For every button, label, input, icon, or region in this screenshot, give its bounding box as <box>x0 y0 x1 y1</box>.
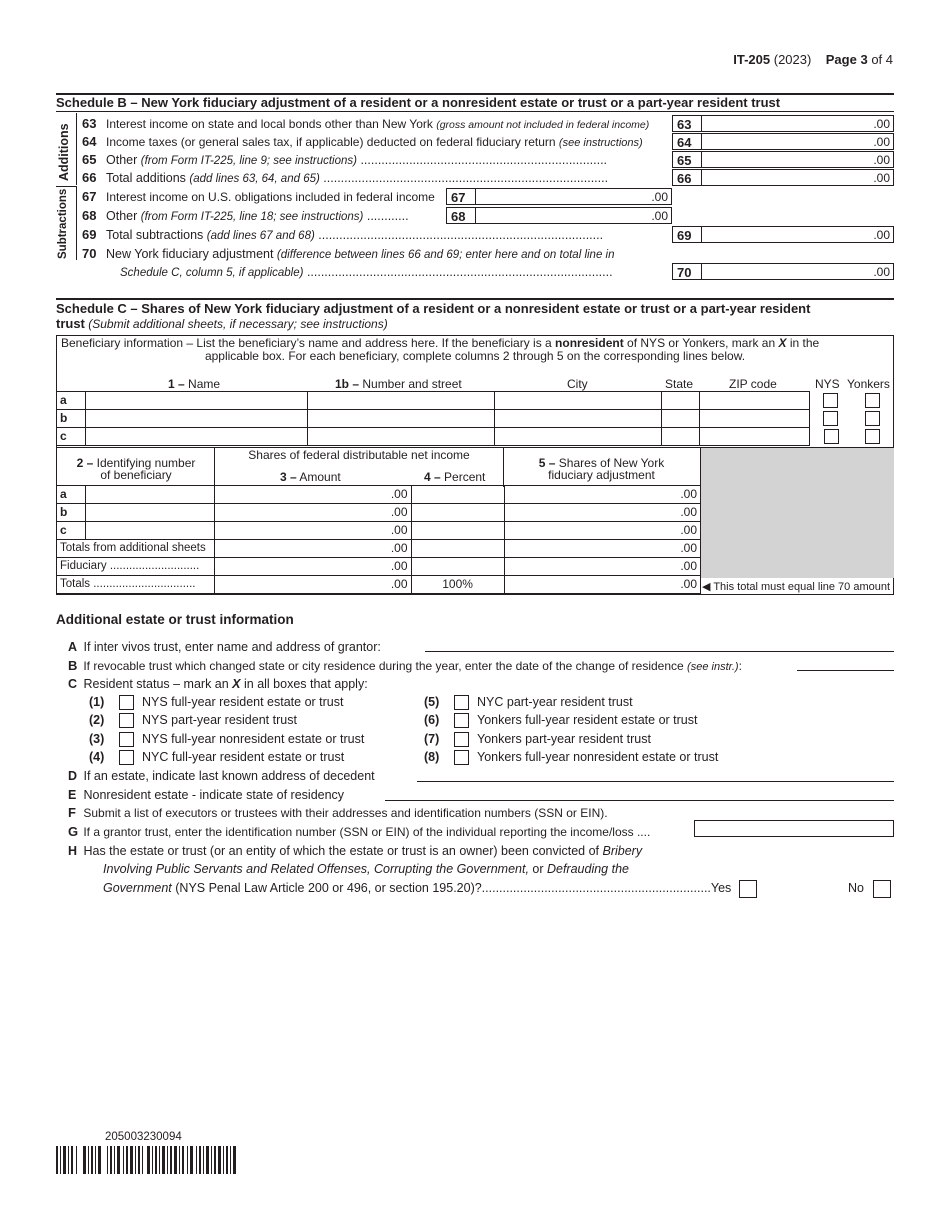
shares-table <box>56 485 701 594</box>
line-number: 69 <box>82 227 97 242</box>
line-70 <box>82 245 615 263</box>
leader-dots: .................................................................................. <box>319 171 609 185</box>
line-68-box: 68 <box>446 207 476 224</box>
line-text: Total additions <box>106 171 190 185</box>
table-row <box>57 392 894 410</box>
status-num: (3) <box>89 732 105 746</box>
nys-checkbox[interactable] <box>823 393 838 408</box>
col-zip-header: ZIP code <box>729 377 777 391</box>
status-checkbox[interactable] <box>454 750 469 765</box>
leader-dots: ............ <box>363 209 409 223</box>
subtractions-label: Subtractions <box>57 188 69 259</box>
line-67 <box>82 188 435 206</box>
yonkers-checkbox[interactable] <box>865 429 880 444</box>
status-num: (1) <box>89 695 105 709</box>
name-cell[interactable] <box>86 410 308 428</box>
schedule-c-title-line2: trust <box>56 316 85 331</box>
status-3 <box>89 730 364 748</box>
beneficiary-intro <box>61 337 889 363</box>
schedule-b-title: Schedule B – New York fiduciary adjustment of a resident or a nonresident estate or trust or a part-year resident trust <box>56 95 781 110</box>
name-cell[interactable] <box>86 392 308 410</box>
item-letter: C <box>68 677 78 691</box>
status-checkbox[interactable] <box>454 695 469 710</box>
line-67-box: 67 <box>446 188 476 205</box>
line-65-amount[interactable]: .00 <box>702 151 894 168</box>
status-label: Yonkers full-year resident estate or trust <box>477 713 698 727</box>
city-cell[interactable] <box>495 392 662 410</box>
state-cell[interactable] <box>662 392 700 410</box>
item-text: If inter vivos trust, enter name and address of grantor: <box>83 640 381 654</box>
line-69-box: 69 <box>672 226 702 243</box>
line-63 <box>82 115 649 133</box>
item-letter: G <box>68 824 79 839</box>
line-63-amount[interactable]: .00 <box>702 115 894 132</box>
form-id: IT-205 <box>733 52 771 67</box>
intro-bold: nonresident <box>555 336 624 350</box>
row-letter: c <box>57 522 86 540</box>
status-num: (5) <box>424 695 440 709</box>
item-italic: Involving Public Servants and Related Offenses, Corrupting the Government, <box>103 862 529 876</box>
amount-cell[interactable]: .00 <box>215 486 411 504</box>
total-note <box>702 580 890 593</box>
line-number: 63 <box>82 116 97 131</box>
line-63-box: 63 <box>672 115 702 132</box>
intro-text: in the <box>786 336 820 350</box>
residence-change-date-field[interactable] <box>797 670 894 671</box>
status-checkbox[interactable] <box>454 732 469 747</box>
col3-header <box>280 470 341 484</box>
item-text: Has the estate or trust (or an entity of which the estate or trust is an owner) been convicted of <box>83 844 603 858</box>
table-row <box>57 576 701 594</box>
line-65 <box>82 151 607 169</box>
status-7 <box>424 730 651 748</box>
zip-cell[interactable] <box>700 410 810 428</box>
line-number: 70 <box>82 246 97 261</box>
ny-share-cell[interactable]: .00 <box>504 522 700 540</box>
status-label: NYS full-year resident estate or trust <box>142 695 344 709</box>
item-text: Nonresident estate - indicate state of residency <box>83 788 345 802</box>
state-cell[interactable] <box>662 410 700 428</box>
line-64-amount[interactable]: .00 <box>702 133 894 150</box>
table-row <box>57 410 894 428</box>
form-header <box>733 52 893 67</box>
no-checkbox[interactable] <box>873 880 891 898</box>
amount-cell[interactable]: .00 <box>215 540 411 558</box>
status-checkbox[interactable] <box>454 713 469 728</box>
line-64 <box>82 133 643 151</box>
amount-cell[interactable]: .00 <box>215 504 411 522</box>
line-text: Other <box>106 153 141 167</box>
line-note: (see instructions) <box>558 137 643 149</box>
item-text: If revocable trust which changed state or city residence during the year, enter the date of the change of residence <box>83 659 688 673</box>
decedent-address-field[interactable] <box>417 781 894 782</box>
totals-label: Totals ................................ <box>57 576 215 594</box>
table-row <box>57 486 701 504</box>
item-g <box>56 823 650 841</box>
table-row <box>57 428 894 446</box>
line-text: Other <box>106 209 141 223</box>
page-of: of 4 <box>871 52 893 67</box>
line-66-box: 66 <box>672 169 702 186</box>
nys-cell <box>810 392 853 410</box>
divider <box>56 111 894 112</box>
item-text: If an estate, indicate last known address of decedent <box>83 769 375 783</box>
item-text: If a grantor trust, enter the identification number (SSN or EIN) of the individual reporting the income/loss .... <box>83 825 651 839</box>
line-70-box: 70 <box>672 263 702 280</box>
line-number: 68 <box>82 208 97 223</box>
schedule-c-title-line1: Schedule C – Shares of New York fiduciary adjustment of a resident or a nonresident estate or trust or a part-year resident <box>56 301 811 316</box>
id-cell[interactable] <box>86 522 215 540</box>
item-e <box>56 786 344 804</box>
col5-header <box>505 457 698 481</box>
shaded-area <box>700 448 894 578</box>
yes-label: Yes <box>710 881 732 895</box>
item-italic: Government <box>103 881 172 895</box>
ny-share-cell[interactable]: .00 <box>504 486 700 504</box>
line-66-amount[interactable]: .00 <box>702 169 894 186</box>
item-italic: Bribery <box>602 844 643 858</box>
intro-text: of NYS or Yonkers, mark an <box>623 336 779 350</box>
id-cell[interactable] <box>86 486 215 504</box>
intro-text: applicable box. For each beneficiary, complete columns 2 through 5 on the corresponding lines below. <box>204 349 746 363</box>
status-label: NYS full-year nonresident estate or trust <box>142 732 365 746</box>
status-num: (6) <box>424 713 440 727</box>
city-cell[interactable] <box>495 410 662 428</box>
leader-dots: .................................................................................. <box>314 228 604 242</box>
status-label: Yonkers full-year nonresident estate or trust <box>477 750 719 764</box>
item-h-no <box>848 879 891 897</box>
barcode-icon <box>56 1146 238 1174</box>
table-row <box>57 504 701 522</box>
item-letter: A <box>68 640 78 654</box>
col-num: 1 – <box>168 377 185 391</box>
status-8 <box>424 748 718 766</box>
nys-checkbox[interactable] <box>824 429 839 444</box>
line-note: (gross amount not included in federal income) <box>436 119 650 131</box>
col-label: Percent <box>440 470 486 484</box>
col-state-header: State <box>665 377 694 391</box>
street-cell[interactable] <box>308 428 495 446</box>
table-row <box>57 540 701 558</box>
line-64-box: 64 <box>672 133 702 150</box>
col-label: Name <box>184 377 221 391</box>
status-5 <box>424 693 633 711</box>
col-street-header <box>335 377 462 391</box>
col-label: of beneficiary <box>100 468 172 482</box>
col4-header <box>424 470 485 484</box>
page-label: Page 3 <box>825 52 868 67</box>
item-letter: E <box>68 788 77 802</box>
item-h <box>56 842 642 860</box>
yonkers-cell <box>852 410 893 428</box>
percent-cell[interactable] <box>411 558 504 576</box>
status-num: (4) <box>89 750 105 764</box>
status-num: (2) <box>89 713 105 727</box>
ny-share-cell[interactable]: .00 <box>504 540 700 558</box>
totals-additional-label: Totals from additional sheets <box>57 540 215 558</box>
col-num: 1b – <box>335 377 360 391</box>
row-letter: b <box>57 504 86 522</box>
status-label: Yonkers part-year resident trust <box>477 732 651 746</box>
item-b <box>56 657 742 675</box>
city-cell[interactable] <box>495 428 662 446</box>
barcode-number: 205003230094 <box>105 1131 182 1143</box>
status-num: (7) <box>424 732 440 746</box>
zip-cell[interactable] <box>700 392 810 410</box>
status-6 <box>424 711 697 729</box>
item-text: Submit a list of executors or trustees with their addresses and identification numbers (SSN or EIN). <box>83 806 608 820</box>
item-h-cont2 <box>103 879 757 897</box>
schedule-c-title <box>56 301 810 332</box>
item-text: or <box>528 862 547 876</box>
ny-share-cell[interactable]: .00 <box>504 504 700 522</box>
nys-checkbox[interactable] <box>823 411 838 426</box>
name-cell[interactable] <box>86 428 308 446</box>
line-note: (add lines 63, 64, and 65) <box>189 173 320 185</box>
line-70-amount[interactable]: .00 <box>702 263 894 280</box>
item-text: : <box>738 659 742 673</box>
residency-state-field[interactable] <box>385 800 894 801</box>
col-label: Shares of New York <box>555 456 665 470</box>
status-label: NYC full-year resident estate or trust <box>142 750 345 764</box>
item-h-cont1 <box>103 860 629 878</box>
line-65-box: 65 <box>672 151 702 168</box>
item-x: X <box>232 677 241 691</box>
amount-total-cell[interactable]: .00 <box>215 576 411 594</box>
street-cell[interactable] <box>308 410 495 428</box>
grantor-id-field[interactable] <box>694 820 894 837</box>
line-text: Interest income on state and local bonds other than New York <box>106 117 437 131</box>
col-label: fiduciary adjustment <box>548 468 655 482</box>
item-italic: Defrauding the <box>546 862 629 876</box>
col-yonkers-header: Yonkers <box>847 377 890 391</box>
status-label: NYS part-year resident trust <box>142 713 297 727</box>
row-letter: c <box>57 428 86 446</box>
line-70-cont <box>120 263 613 281</box>
divider <box>56 186 76 187</box>
item-letter: F <box>68 805 76 820</box>
row-letter: b <box>57 410 86 428</box>
col-label: Identifying number <box>93 456 196 470</box>
leader-dots: ........................................................................................ <box>303 265 613 279</box>
shares-header: Shares of federal distributable net income <box>248 448 470 462</box>
nys-cell <box>810 428 853 446</box>
line-text: Interest income on U.S. obligations included in federal income <box>106 190 435 204</box>
item-text: (NYS Penal Law Article 200 or 496, or section 195.20)?.................................................................. <box>171 881 711 895</box>
col-label: Number and street <box>359 377 462 391</box>
item-text: Resident status – mark an <box>83 677 233 691</box>
ny-share-cell[interactable]: .00 <box>504 558 700 576</box>
percent-cell[interactable] <box>411 504 504 522</box>
additional-title: Additional estate or trust information <box>56 612 294 627</box>
col-nys-header: NYS <box>815 377 840 391</box>
yes-checkbox[interactable] <box>739 880 757 898</box>
line-66 <box>82 169 608 187</box>
col-num: 3 – <box>280 470 297 484</box>
section-rule <box>56 298 894 300</box>
col-num: 4 – <box>424 470 441 484</box>
status-checkbox[interactable] <box>119 732 134 747</box>
col-name-header <box>168 377 220 391</box>
row-letter: a <box>57 392 86 410</box>
line-number: 64 <box>82 134 97 149</box>
amount-cell[interactable]: .00 <box>215 522 411 540</box>
status-checkbox[interactable] <box>119 750 134 765</box>
grantor-field[interactable] <box>425 651 894 652</box>
status-checkbox[interactable] <box>119 695 134 710</box>
status-4 <box>89 748 344 766</box>
item-letter: D <box>68 769 78 783</box>
line-number: 65 <box>82 152 97 167</box>
line-67-amount[interactable]: .00 <box>476 188 672 205</box>
percent-cell[interactable] <box>411 522 504 540</box>
id-cell[interactable] <box>86 504 215 522</box>
zip-cell[interactable] <box>700 428 810 446</box>
row-letter: a <box>57 486 86 504</box>
divider <box>503 447 504 487</box>
status-1 <box>89 693 343 711</box>
line-68-amount[interactable]: .00 <box>476 207 672 224</box>
line-note: (difference between lines 66 and 69; enter here and on total line in <box>276 249 615 261</box>
state-cell[interactable] <box>662 428 700 446</box>
yonkers-checkbox[interactable] <box>865 411 880 426</box>
divider <box>214 447 215 487</box>
line-text: New York fiduciary adjustment <box>106 247 277 261</box>
yonkers-checkbox[interactable] <box>865 393 880 408</box>
percent-cell[interactable] <box>411 486 504 504</box>
line-number: 67 <box>82 189 97 204</box>
line-text: Income taxes (or general sales tax, if applicable) deducted on federal fiduciary return <box>106 135 559 149</box>
fiduciary-label: Fiduciary ............................ <box>57 558 215 576</box>
intro-text: Beneficiary information – List the beneficiary’s name and address here. If the beneficiary is a <box>61 336 556 350</box>
beneficiary-table <box>56 391 894 446</box>
line-note: (from Form IT-225, line 9; see instructions) <box>140 155 357 167</box>
line-note: (from Form IT-225, line 18; see instructions) <box>140 211 364 223</box>
form-year: (2023) <box>773 52 812 67</box>
col2-header <box>58 457 214 481</box>
item-note: (see instr.) <box>687 661 739 673</box>
nys-cell <box>810 410 853 428</box>
status-checkbox[interactable] <box>119 713 134 728</box>
line-69 <box>82 226 603 244</box>
percent-total-cell: 100% <box>411 576 504 594</box>
additions-label: Additions <box>57 123 71 181</box>
status-2 <box>89 711 297 729</box>
line-69-amount[interactable]: .00 <box>702 226 894 243</box>
no-label: No <box>848 881 864 895</box>
item-letter: B <box>68 658 78 673</box>
table-row <box>57 522 701 540</box>
status-num: (8) <box>424 750 440 764</box>
item-d <box>56 767 375 785</box>
col-num: 2 – <box>76 456 94 470</box>
arrow-left-icon: ◀ <box>702 581 711 593</box>
line-text: Total subtractions <box>106 228 207 242</box>
percent-cell[interactable] <box>411 540 504 558</box>
intro-x: X <box>778 336 787 350</box>
item-text: in all boxes that apply: <box>240 677 368 691</box>
status-label: NYC part-year resident trust <box>477 695 633 709</box>
col-num: 5 – <box>538 456 556 470</box>
total-note-text: This total must equal line 70 amount <box>713 581 891 593</box>
item-c <box>56 675 368 693</box>
leader-dots: ....................................................................... <box>356 153 608 167</box>
ny-share-total-cell[interactable]: .00 <box>504 576 700 594</box>
col-label: Amount <box>296 470 341 484</box>
yonkers-cell <box>852 428 893 446</box>
schedule-c-note: (Submit additional sheets, if necessary; see instructions) <box>84 317 388 331</box>
line-68 <box>82 207 409 225</box>
item-a <box>56 638 381 656</box>
col-city-header: City <box>567 377 588 391</box>
table-row <box>57 558 701 576</box>
street-cell[interactable] <box>308 392 495 410</box>
line-note: (add lines 67 and 68) <box>206 230 315 242</box>
yonkers-cell <box>852 392 893 410</box>
item-letter: H <box>68 844 78 858</box>
item-f <box>56 804 608 822</box>
amount-cell[interactable]: .00 <box>215 558 411 576</box>
line-note: Schedule C, column 5, if applicable) <box>120 267 304 279</box>
line-number: 66 <box>82 170 97 185</box>
